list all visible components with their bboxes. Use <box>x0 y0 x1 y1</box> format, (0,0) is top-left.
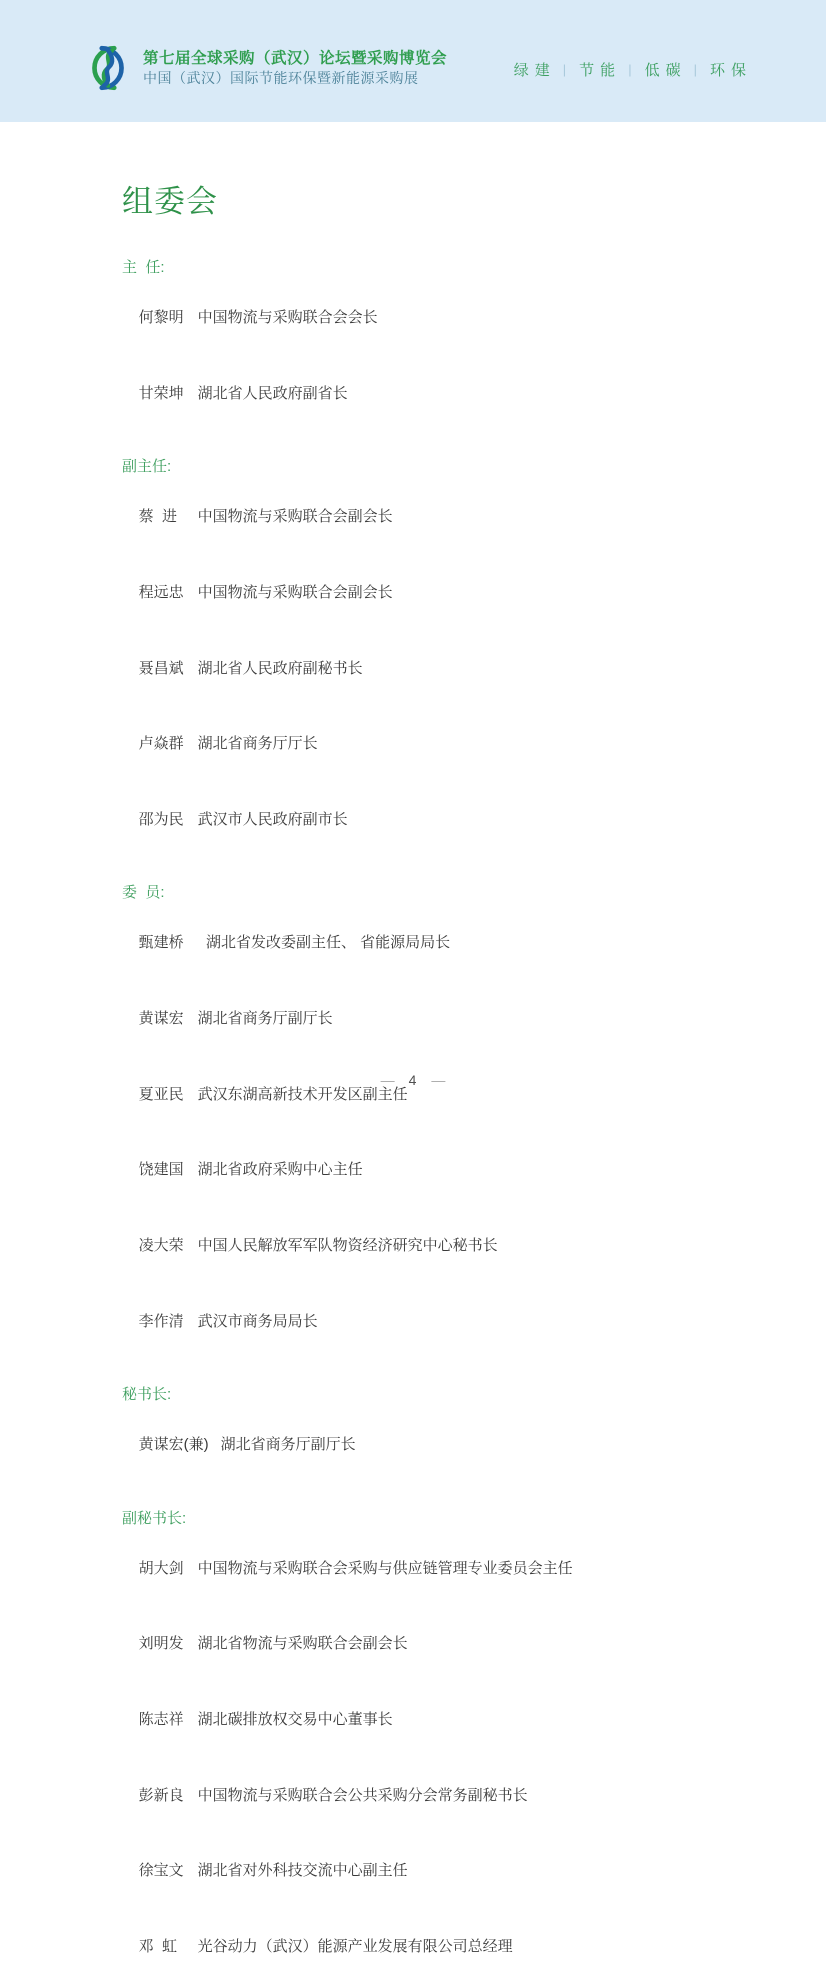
member-title: 湖北省政府采购中心主任 <box>197 1161 363 1179</box>
member-name: 刘明发 <box>138 1635 184 1653</box>
tag-low-carbon: 低碳 <box>644 62 687 79</box>
brand-block <box>82 42 447 94</box>
member-row <box>122 1132 742 1208</box>
member-title: 武汉市人民政府副市长 <box>197 810 348 828</box>
committee-section <box>122 880 742 1359</box>
member-row <box>122 555 742 631</box>
section-label: 委 员: <box>122 884 165 902</box>
member-list <box>122 479 742 857</box>
member-row <box>122 706 742 782</box>
page-title: 组委会 <box>122 184 218 219</box>
member-title: 中国物流与采购联合会会长 <box>197 309 378 327</box>
member-row <box>122 1757 742 1833</box>
member-list <box>122 905 742 1359</box>
footer-dash-right: — <box>431 1072 446 1088</box>
member-title: 湖北省人民政府副省长 <box>197 384 348 402</box>
member-title: 中国物流与采购联合会采购与供应链管理专业委员会主任 <box>197 1559 573 1577</box>
page-footer <box>0 1072 826 1088</box>
member-row <box>122 782 742 858</box>
member-name: 彭新良 <box>138 1786 184 1804</box>
member-name: 甘荣坤 <box>138 384 184 402</box>
brand-text <box>143 49 447 87</box>
member-name: 凌大荣 <box>138 1236 184 1254</box>
member-name: 李作清 <box>138 1312 184 1330</box>
tag-eco-friendly: 环保 <box>709 62 752 79</box>
member-row <box>122 1407 742 1483</box>
member-title: 湖北省物流与采购联合会副会长 <box>197 1635 408 1653</box>
member-row <box>122 356 742 432</box>
committee-section <box>122 1506 742 1984</box>
member-name: 甄建桥 <box>138 934 184 952</box>
member-title: 湖北省商务厅副厅长 <box>220 1436 356 1454</box>
header-tag-list <box>513 59 752 80</box>
member-row <box>122 1283 742 1359</box>
tag-separator-icon: | <box>693 62 697 77</box>
member-list <box>122 1407 742 1483</box>
expo-subtitle: 中国（武汉）国际节能环保暨新能源采购展 <box>143 70 419 86</box>
member-row <box>122 630 742 706</box>
header-band <box>0 0 826 122</box>
tag-green-building: 绿建 <box>513 62 556 79</box>
expo-logo-icon <box>82 42 134 94</box>
committee-section <box>122 255 742 431</box>
member-row <box>122 280 742 356</box>
section-label: 副主任: <box>122 458 172 476</box>
member-name: 黄谋宏 <box>138 1010 184 1028</box>
member-name: 程远忠 <box>138 584 184 602</box>
member-name: 何黎明 <box>138 309 184 327</box>
tag-separator-icon: | <box>562 62 567 77</box>
member-row <box>122 981 742 1057</box>
page-number: 4 <box>408 1072 418 1088</box>
committee-section <box>122 1382 742 1483</box>
member-name: 夏亚民 <box>138 1085 184 1103</box>
member-row <box>122 1833 742 1909</box>
footer-dash-left: — <box>380 1072 395 1088</box>
section-label: 副秘书长: <box>122 1509 187 1527</box>
member-title: 湖北省商务厅副厅长 <box>197 1010 333 1028</box>
member-name: 卢焱群 <box>138 735 184 753</box>
member-name: 饶建国 <box>138 1161 184 1179</box>
expo-title: 第七届全球采购（武汉）论坛暨采购博览会 <box>143 50 448 67</box>
member-name: 黄谋宏(兼) <box>138 1436 209 1454</box>
committee-section <box>122 454 742 857</box>
member-title: 中国物流与采购联合会副会长 <box>197 584 393 602</box>
member-row <box>122 1909 742 1984</box>
member-title: 中国物流与采购联合会副会长 <box>197 508 393 526</box>
committee-sections <box>122 255 742 1984</box>
member-title: 光谷动力（武汉）能源产业发展有限公司总经理 <box>197 1937 513 1955</box>
member-title: 中国物流与采购联合会公共采购分会常务副秘书长 <box>197 1786 528 1804</box>
member-title: 武汉市商务局局长 <box>197 1312 318 1330</box>
member-title: 湖北碳排放权交易中心董事长 <box>197 1710 393 1728</box>
member-row <box>122 1682 742 1758</box>
tag-energy-saving: 节能 <box>579 62 622 79</box>
member-row <box>122 1606 742 1682</box>
tag-separator-icon: | <box>628 62 632 77</box>
member-row <box>122 1531 742 1607</box>
member-name: 邓 虹 <box>138 1937 178 1955</box>
member-row <box>122 905 742 981</box>
section-label: 主 任: <box>122 259 165 276</box>
member-title: 武汉东湖高新技术开发区副主任 <box>197 1085 408 1103</box>
member-row <box>122 479 742 555</box>
committee-content <box>122 122 742 1984</box>
member-row <box>122 1208 742 1284</box>
member-name: 聂昌斌 <box>138 659 184 677</box>
member-row <box>122 1056 742 1132</box>
member-name: 胡大剑 <box>138 1559 184 1577</box>
member-list <box>122 1531 742 1984</box>
section-label: 秘书长: <box>122 1385 172 1403</box>
member-name: 蔡 进 <box>138 508 178 526</box>
member-name: 邵为民 <box>138 810 184 828</box>
member-list <box>122 280 742 431</box>
member-title: 湖北省人民政府副秘书长 <box>197 659 363 677</box>
member-title: 湖北省对外科技交流中心副主任 <box>197 1862 408 1880</box>
member-title: 中国人民解放军军队物资经济研究中心秘书长 <box>197 1236 498 1254</box>
member-name: 徐宝文 <box>138 1862 184 1880</box>
member-title: 湖北省商务厅厅长 <box>197 735 318 753</box>
member-name: 陈志祥 <box>138 1710 184 1728</box>
member-title: 湖北省发改委副主任、 省能源局局长 <box>197 934 451 952</box>
